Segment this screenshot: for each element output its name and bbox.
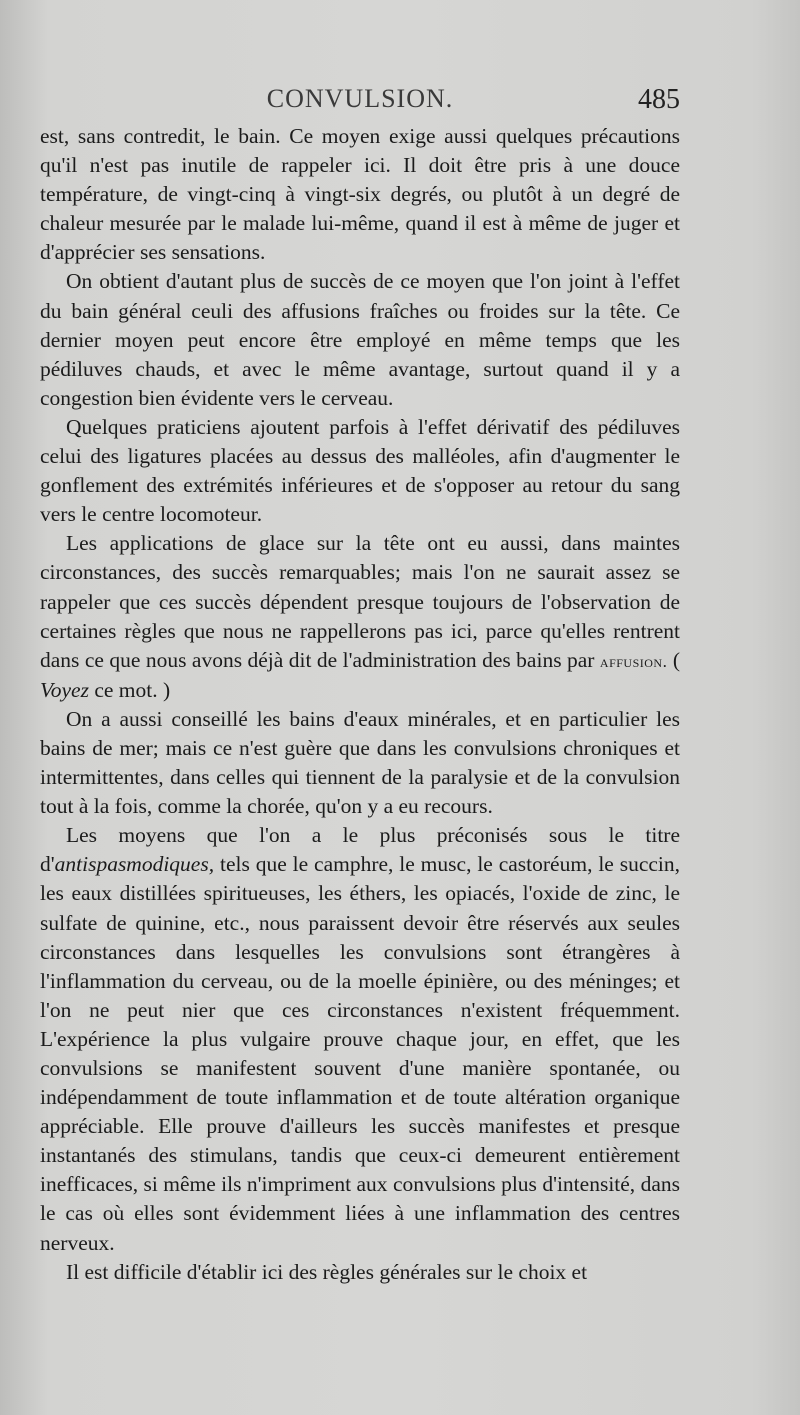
body-text: [40, 122, 680, 1287]
paragraph: [40, 705, 680, 821]
paragraph: [40, 122, 680, 267]
running-title: CONVULSION.: [266, 84, 454, 113]
paragraph-text: Les moyens que l'on a le plus préconisés sous le titre d': [40, 823, 680, 877]
paragraph-text: tels que le camphre, le musc, le castoréum, le succin, les eaux distillées spiritueuses, les éthers, les opiacés, l'oxide de zinc, le sulfate de quinine, etc., nous paraissent devoir être réservés aux seules circonstances dans lesquelles les convulsions sont étrangères à l'inflammation du cerveau, ou de la moelle épinière, ou des méninges; et l'on ne peut nier que ces circonstances n'existent fréquemment. L'expérience la plus vulgaire prouve chaque jour, en effet, que les convulsions se manifestent souvent d'une manière spontanée, ou indépendamment de toute inflammation et de toute altération organique appréciable. Elle prouve d'ailleurs les succès manifestes et presque instantanés des stimulans, tandis que ceux-ci demeurent entièrement inefficaces, si même ils n'impriment aux convulsions plus d'intensité, dans le cas où elles sont évidemment liées à une inflammation des centres nerveux.: [40, 852, 681, 1255]
paragraph-text: Il est difficile d'établir ici des règles générales sur le choix et: [66, 1259, 588, 1284]
paragraph-text: On a aussi conseillé les bains d'eaux minérales, et en particulier les bains de mer; mais ce n'est guère que dans les convulsions chroniques et intermittentes, dans celles qui tiennent de la paralysie et de la convulsion tout à la fois, comme la chorée, qu'on y a eu recours.: [40, 706, 680, 819]
page-header: [40, 84, 680, 124]
cross-reference: affusion.: [599, 651, 668, 671]
paragraph-text: Quelques praticiens ajoutent parfois à l'effet dérivatif des pédiluves celui des ligatures placées au dessus des malléoles, afin d'augmenter le gonflement des extrémités inférieures et de s'opposer au retour du sang vers le centre locomoteur.: [40, 414, 680, 527]
paragraph-text: ce mot. ): [94, 677, 171, 702]
paragraph-text: (: [672, 647, 680, 672]
paragraph: [40, 1258, 680, 1287]
italic-term: Voyez: [40, 677, 89, 702]
paragraph: [40, 267, 680, 412]
paragraph-text: Les applications de glace sur la tête ont eu aussi, dans maintes circonstances, des succès remarquables; mais l'on ne saurait assez se rappeler que ces succès dépendent presque toujours de l'observation de certaines règles que nous ne rappellerons pas ici, parce qu'elles rentrent dans ce que nous avons déjà dit de l'administration des bains par: [40, 531, 680, 672]
paragraph-text: On obtient d'autant plus de succès de ce moyen que l'on joint à l'effet du bain général ceuli des affusions fraîches ou froides sur la tête. Ce dernier moyen peut encore être employé en même temps que les pédiluves chauds, et avec le même avantage, surtout quand il y a congestion bien évidente vers le cerveau.: [40, 269, 680, 410]
paragraph-text: est, sans contredit, le bain. Ce moyen exige aussi quelques précautions qu'il n'est pas inutile de rappeler ici. Il doit être pris à une douce température, de vingt-cinq à vingt-six degrés, ou plutôt à un degré de chaleur mesurée par le malade lui-même, quand il est à même de juger et d'apprécier ses sensations.: [40, 124, 680, 265]
paragraph: [40, 821, 680, 1257]
italic-term: antispasmodiques,: [54, 852, 215, 877]
paragraph: [40, 529, 680, 705]
page-number: 485: [638, 84, 680, 115]
paragraph: [40, 413, 680, 529]
